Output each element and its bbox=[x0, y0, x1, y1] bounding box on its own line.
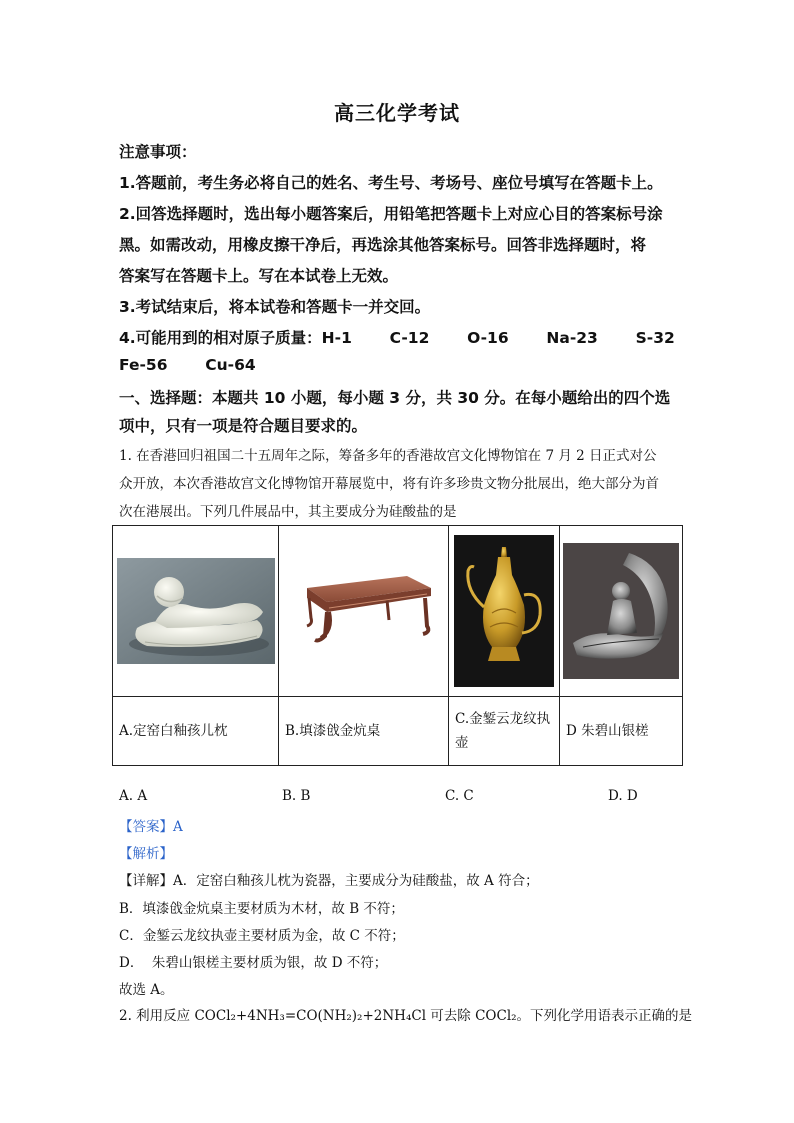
notice-line: 2.回答选择题时，选出每小题答案后，用铅笔把答题卡上对应心目的答案标号涂 bbox=[119, 205, 663, 223]
notice-heading: 注意事项： bbox=[119, 143, 197, 161]
option-c: C. C bbox=[445, 788, 474, 804]
notice-line: 3.考试结束后，将本试卷和答题卡一并交回。 bbox=[119, 298, 431, 316]
caption-c: C.金錾云龙纹执壶 bbox=[449, 697, 560, 766]
notice-line: 1.答题前，考生务必将自己的姓名、考生号、考场号、座位号填写在答题卡上。 bbox=[119, 174, 663, 192]
question-2-text: 2. 利用反应 COCl₂+4NH₃=CO(NH₂)₂+2NH₄Cl 可去除 COCl₂。下列化学用语表示正确的是 bbox=[119, 1008, 693, 1024]
answer-line bbox=[119, 815, 183, 835]
option-d: D. D bbox=[608, 788, 638, 804]
notice-line: Fe-56 Cu-64 bbox=[119, 356, 256, 374]
lacquer-table-image bbox=[289, 570, 439, 652]
silver-raft-image bbox=[563, 543, 679, 679]
section-heading: 一、选择题：本题共 10 小题，每小题 3 分，共 30 分。在每小题给出的四个选 bbox=[119, 389, 671, 407]
detail-line: 故选 A。 bbox=[119, 982, 174, 998]
caption-d: D 朱碧山银槎 bbox=[560, 697, 683, 766]
detail-line: B．填漆戗金炕桌主要材质为木材，故 B 不符； bbox=[119, 901, 404, 917]
answer-tag: 【答案】A bbox=[119, 819, 183, 835]
question-1-text: 1. 在香港回归祖国二十五周年之际，筹备多年的香港故宫文化博物馆在 7 月 2 日正式对公 bbox=[119, 448, 657, 464]
notice-line: 黑。如需改动，用橡皮擦干净后，再选涂其他答案标号。回答非选择题时，将 bbox=[119, 236, 647, 254]
exhibit-table bbox=[112, 525, 683, 766]
option-a: A. A bbox=[119, 788, 148, 804]
section-heading: 项中，只有一项是符合题目要求的。 bbox=[119, 417, 368, 435]
exhibit-cell-b bbox=[279, 526, 449, 697]
gold-ewer-image bbox=[454, 535, 554, 687]
exhibit-cell-c bbox=[449, 526, 560, 697]
notice-line: 答案写在答题卡上。写在本试卷上无效。 bbox=[119, 267, 399, 285]
detail-line: D． 朱碧山银槎主要材质为银，故 D 不符； bbox=[119, 955, 388, 971]
exam-title: 高三化学考试 bbox=[334, 101, 460, 125]
exhibit-cell-d bbox=[560, 526, 683, 697]
caption-a: A.定窑白釉孩儿枕 bbox=[113, 697, 279, 766]
question-1-text: 众开放，本次香港故宫文化博物馆开幕展览中，将有许多珍贵文物分批展出，绝大部分为首 bbox=[119, 476, 659, 492]
porcelain-pillow-image bbox=[117, 558, 275, 664]
option-b: B. B bbox=[282, 788, 311, 804]
question-1-text: 次在港展出。下列几件展品中，其主要成分为硅酸盐的是 bbox=[119, 504, 457, 520]
detail-line: 【详解】A．定窑白釉孩儿枕为瓷器，主要成分为硅酸盐，故 A 符合； bbox=[119, 873, 539, 889]
notice-line: 4.可能用到的相对原子质量：H-1 C-12 O-16 Na-23 S-32 bbox=[119, 329, 675, 347]
caption-b: B.填漆戗金炕桌 bbox=[279, 697, 449, 766]
detail-line: C．金錾云龙纹执壶主要材质为金，故 C 不符； bbox=[119, 928, 405, 944]
exhibit-cell-a bbox=[113, 526, 279, 697]
analysis-tag: 【解析】 bbox=[119, 846, 173, 862]
